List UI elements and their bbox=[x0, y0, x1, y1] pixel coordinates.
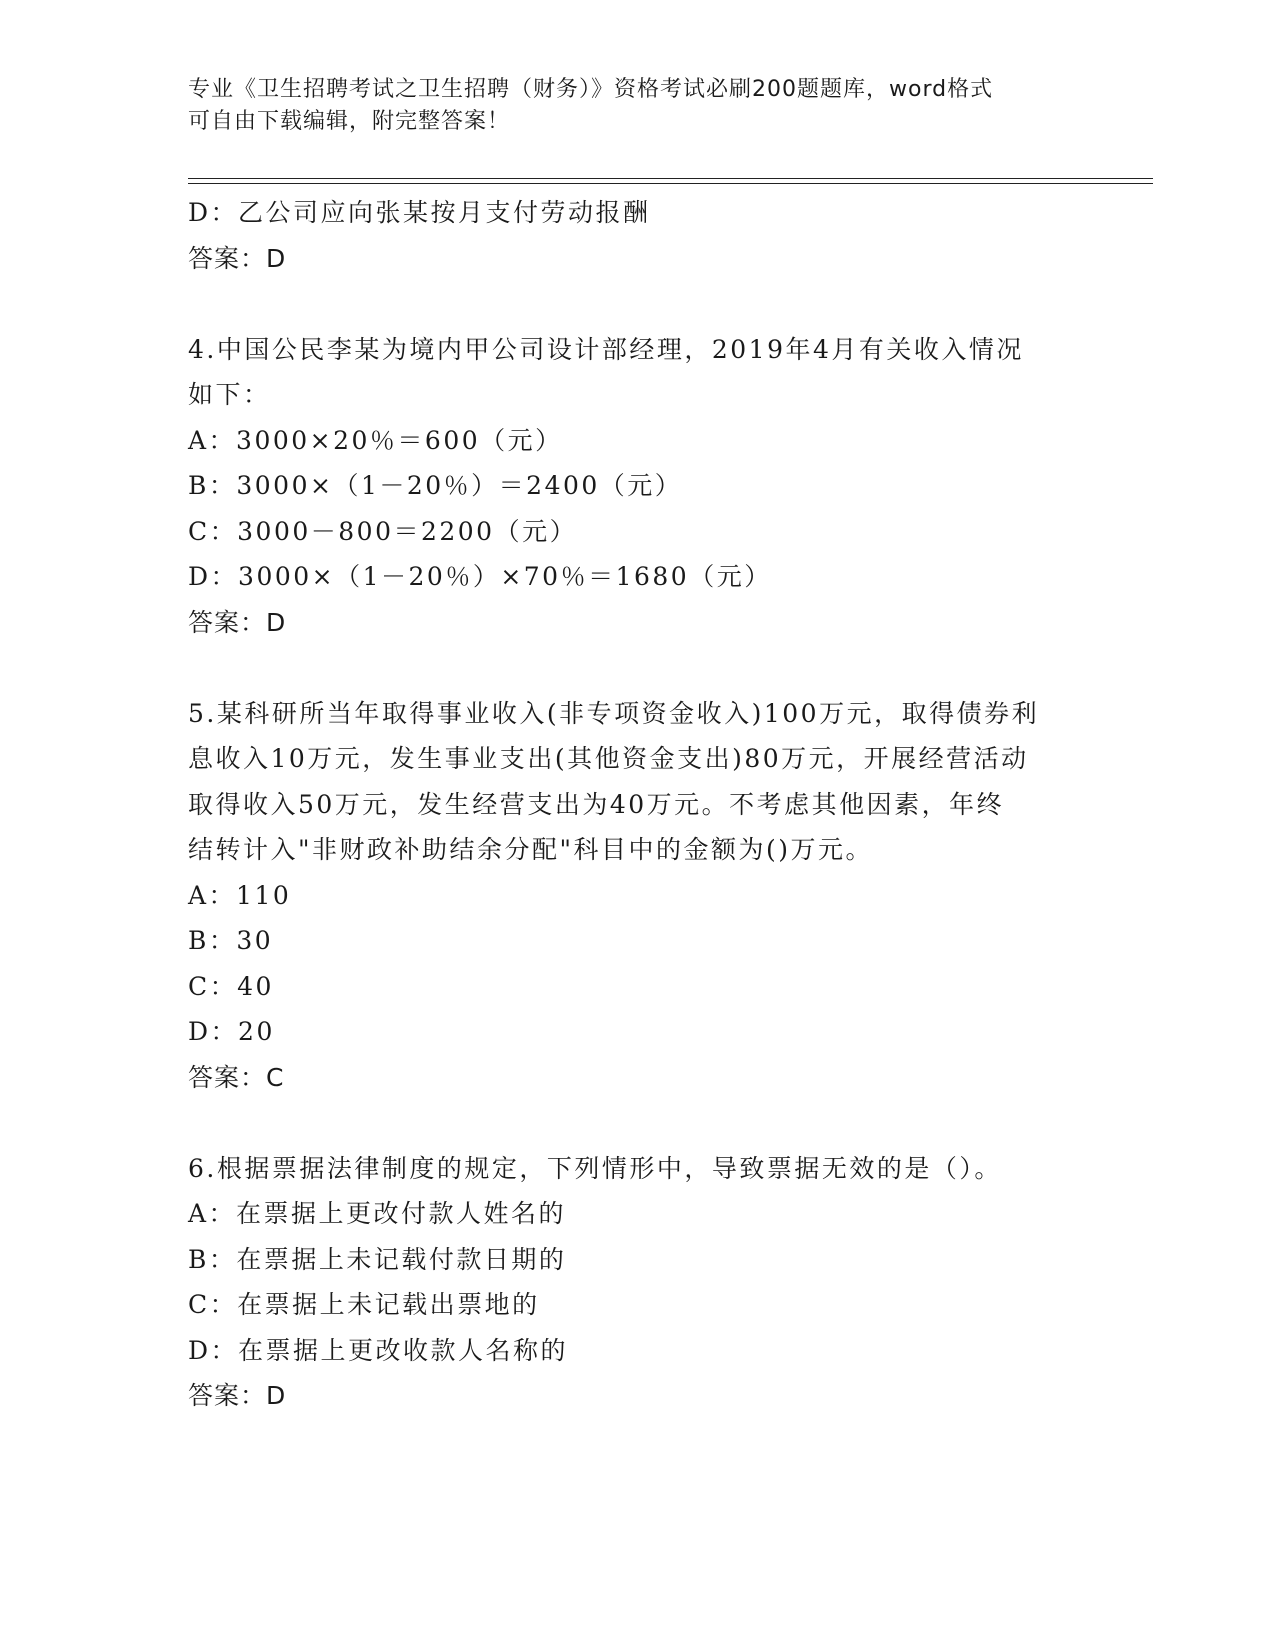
q6-option-c: C：在票据上未记载出票地的 bbox=[188, 1290, 540, 1319]
q5-stem-line1: 5.某科研所当年取得事业收入(非专项资金收入)100万元，取得债券利 bbox=[188, 698, 1040, 728]
q3-option-d: D：乙公司应向张某按月支付劳动报酬 bbox=[188, 198, 651, 227]
q6-answer: 答案：D bbox=[188, 1381, 287, 1410]
q5-answer: 答案：C bbox=[188, 1062, 285, 1092]
question-content bbox=[188, 190, 1088, 1419]
question-6 bbox=[188, 1146, 1088, 1419]
q5-stem-line3: 取得收入50万元，发生经营支出为40万元。不考虑其他因素，年终 bbox=[188, 789, 1005, 819]
q5-option-a: A：110 bbox=[188, 880, 292, 910]
q4-option-a: A：3000×20％＝600（元） bbox=[188, 425, 563, 455]
q5-stem-line2: 息收入10万元，发生事业支出(其他资金支出)80万元，开展经营活动 bbox=[188, 744, 1029, 773]
q6-option-b: B：在票据上未记载付款日期的 bbox=[188, 1244, 567, 1274]
q5-stem-line4: 结转计入"非财政补助结余分配"科目中的金额为()万元。 bbox=[188, 835, 874, 864]
q3-answer: 答案：D bbox=[188, 243, 287, 273]
q4-stem-line1: 4.中国公民李某为境内甲公司设计部经理，2019年4月有关收入情况 bbox=[188, 334, 1024, 364]
q4-option-b: B：3000×（1－20％）＝2400（元） bbox=[188, 471, 683, 500]
q4-stem-line2: 如下： bbox=[188, 380, 271, 409]
q6-option-d: D：在票据上更改收款人名称的 bbox=[188, 1335, 569, 1365]
question-5 bbox=[188, 691, 1088, 1101]
header-title-line1: 专业《卫生招聘考试之卫生招聘（财务）》资格考试必刷200题题库，word格式 bbox=[188, 77, 994, 102]
q4-option-c: C：3000－800＝2200（元） bbox=[188, 516, 578, 546]
q5-option-d: D：20 bbox=[188, 1017, 275, 1046]
header-title-line2: 可自由下载编辑，附完整答案！ bbox=[188, 109, 511, 134]
question-3-tail bbox=[188, 190, 1088, 281]
q6-stem-line1: 6.根据票据法律制度的规定，下列情形中，导致票据无效的是（）。 bbox=[188, 1153, 1002, 1183]
q4-answer: 答案：D bbox=[188, 607, 287, 637]
spacer bbox=[188, 281, 1088, 327]
q4-option-d: D：3000×（1－20％）×70％＝1680（元） bbox=[188, 562, 772, 591]
spacer bbox=[188, 645, 1088, 691]
q6-option-a: A：在票据上更改付款人姓名的 bbox=[188, 1199, 567, 1228]
question-4 bbox=[188, 327, 1088, 646]
page-header bbox=[188, 74, 1088, 138]
q5-option-b: B：30 bbox=[188, 926, 274, 955]
spacer bbox=[188, 1100, 1088, 1146]
q5-option-c: C：40 bbox=[188, 971, 274, 1001]
header-divider bbox=[188, 178, 1153, 184]
